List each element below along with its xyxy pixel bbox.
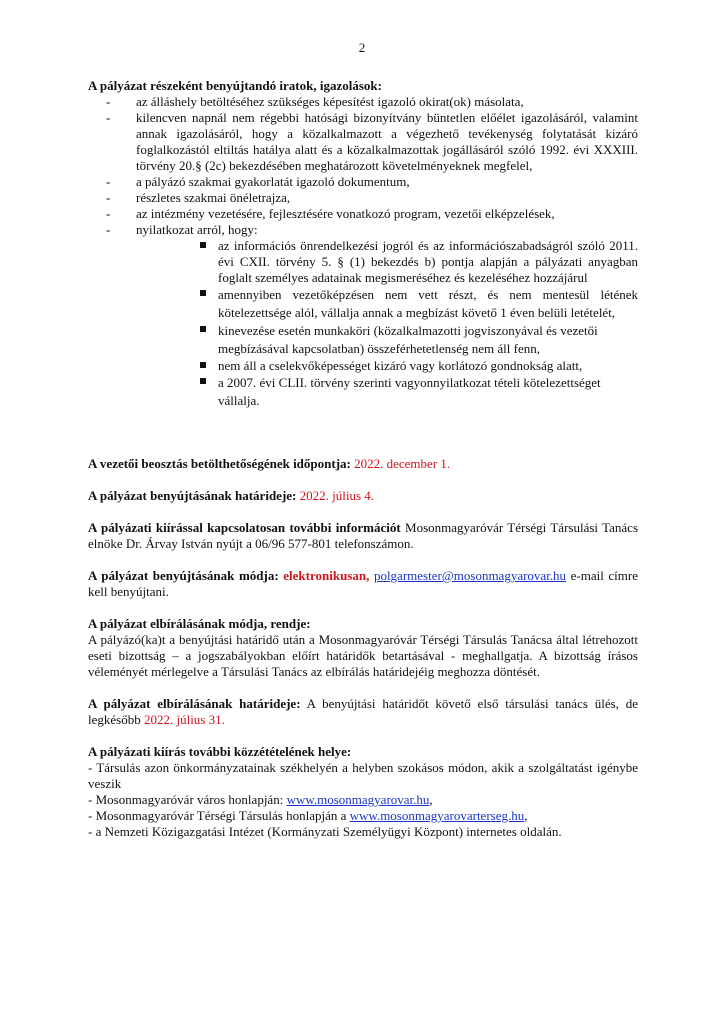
doc-item: - a pályázó szakmai gyakorlatát igazoló dokumentum, [106, 174, 638, 190]
info-label: A pályázati kiírással kapcsolatosan további információt [88, 520, 401, 535]
publication-line [88, 808, 638, 824]
declaration-subitem: az információs önrendelkezési jogról és az információszabadságról szóló 2011. évi CXII. törvény 5. § (1) bekezdés b) pontja alapján a pályázati anyagban foglalt személyes adatainak megismeréséhez és kezeléséhez hozzájárul [198, 238, 638, 286]
association-website-link[interactable]: www.mosonmagyarovarterseg.hu [349, 808, 525, 823]
publication-suffix: , [429, 792, 433, 807]
email-link[interactable]: polgarmester@mosonmagyarovar.hu [373, 568, 567, 583]
page-content [88, 78, 638, 840]
doc-item: - nyilatkozat arról, hogy: [106, 222, 638, 238]
publication-line: - a Nemzeti Közigazgatási Intézet (Kormányzati Személyügyi Központ) internetes oldalán. [88, 824, 562, 839]
declaration-subitem: amennyiben vezetőképzésen nem vett részt, és nem mentesül létének kötelezettsége alól, vállalja annak a megbízást követő 1 éven belüli letételét, [198, 286, 638, 322]
deadline-label: A pályázat benyújtásának határideje: [88, 488, 297, 503]
eval-deadline-paragraph [88, 696, 638, 728]
start-date-value: 2022. december 1. [354, 456, 451, 471]
declaration-subitem: a 2007. évi CLII. törvény szerinti vagyonnyilatkozat tételi kötelezettséget vállalja. [198, 374, 638, 410]
method-label: A pályázat benyújtásának módja: [88, 568, 279, 583]
publication-prefix: - Mosonmagyaróvár város honlapján: [88, 792, 284, 807]
deadline-line [88, 488, 638, 504]
publication-line: - Társulás azon önkormányzatainak székhelyén a helyben szokásos módon, akik a szolgáltatást igénybe veszik [88, 760, 638, 791]
start-date-line [88, 456, 638, 472]
evaluation-text: A pályázó(ka)t a benyújtási határidő után a Mosonmagyaróvár Térségi Társulás Tanácsa által létrehozott eseti bizottság – a jogszabályokban előírt határidők betartásával - meghallgatja. A bizottság írásos véleményét mérlegelve a Társulási Tanács az elbírálás határidejéig meghozza döntését. [88, 632, 638, 679]
eval-deadline-value: 2022. július 31. [143, 712, 225, 727]
info-text: Mosonmagyaróvár Térségi Társulási Tanács elnöke Dr. Árvay István nyújt a 06/96 577-801 telefonszámon. [88, 520, 639, 551]
method-value: elektronikusan, [283, 568, 370, 583]
doc-item: - kilencven napnál nem régebbi hatósági bizonyítvány büntetlen előélet igazolásáról, valamint annak igazolásáról, hogy a közalkalmazott a végezhető tevékenység folytatását kizáró foglalkozástól eltiltás hatálya alatt és a közalkalmazottak jogállásáról szóló 1992. évi XXXIII. törvény 20.§ (2c) bekezdésében meghatározott követelményeknek megfelel, [106, 110, 638, 174]
start-date-label: A vezetői beosztás betölthetőségének időpontja: [88, 456, 351, 471]
declaration-subitem: kinevezése esetén munkaköri (közalkalmazotti jogviszonyával és vezetői megbízásával kapcsolatban) összeférhetetlenség nem áll fenn, [198, 322, 638, 358]
deadline-value: 2022. július 4. [299, 488, 375, 503]
doc-item: - az intézmény vezetésére, fejlesztésére vonatkozó program, vezetői elképzelések, [106, 206, 638, 222]
info-paragraph [88, 520, 638, 552]
eval-deadline-text: A benyújtási határidőt követő első társulási tanács ülés, de legkésőbb [88, 696, 638, 727]
page-number: 2 [358, 40, 366, 55]
declaration-subitem: nem áll a cselekvőképességet kizáró vagy korlátozó gondnokság alatt, [198, 358, 638, 374]
evaluation-heading: A pályázat elbírálásának módja, rendje: [88, 616, 311, 631]
method-suffix: e-mail címre kell benyújtani. [88, 568, 639, 599]
doc-item: - részletes szakmai önéletrajza, [106, 190, 638, 206]
method-paragraph [88, 568, 638, 600]
doc-item: - az álláshely betöltéséhez szükséges képesítést igazoló okirat(ok) másolata, [106, 94, 638, 110]
city-website-link[interactable]: www.mosonmagyarovar.hu [286, 792, 430, 807]
publication-prefix: - Mosonmagyaróvár Térségi Társulás honlapján a [88, 808, 347, 823]
publication-suffix: , [524, 808, 528, 823]
documents-heading: A pályázat részeként benyújtandó iratok, igazolások: [88, 78, 382, 93]
publication-line [88, 792, 638, 808]
eval-deadline-label: A pályázat elbírálásának határideje: [88, 696, 301, 711]
publication-heading: A pályázati kiírás további közzétételének helye: [88, 744, 352, 759]
